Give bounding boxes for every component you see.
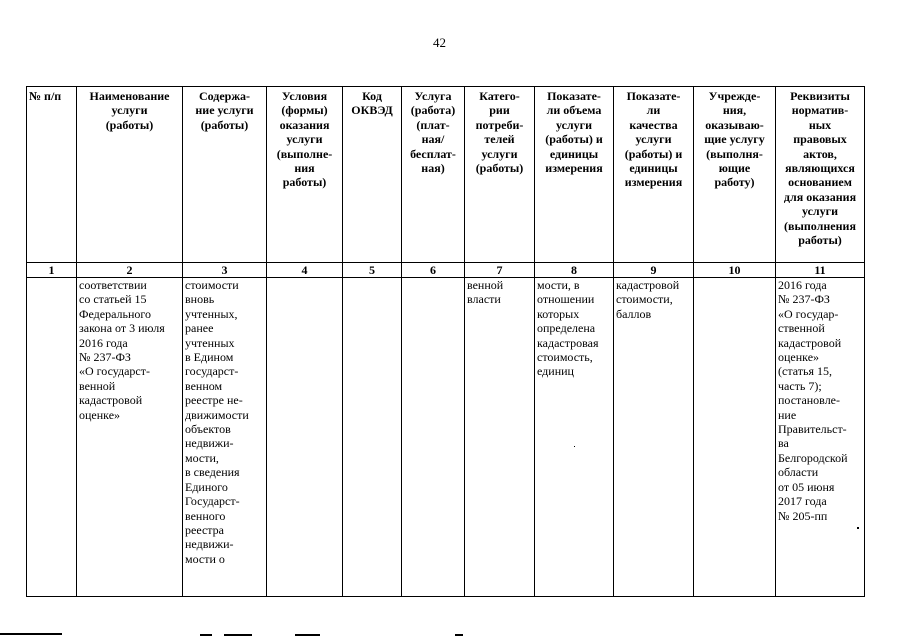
column-number: 5 (343, 263, 402, 278)
column-number-row (27, 263, 865, 278)
cell-number (27, 278, 77, 597)
scan-artifact-line (224, 634, 252, 636)
header-number: № п/п (27, 87, 77, 263)
cell-paid-free (402, 278, 465, 597)
column-number: 6 (402, 263, 465, 278)
scan-artifact-dot (574, 446, 575, 447)
scan-artifact-dot (857, 527, 859, 529)
column-number: 3 (183, 263, 267, 278)
table-row (27, 278, 865, 597)
cell-volume-indicators: мости, в отношении которых определена кадастровая стоимость, единиц (535, 278, 614, 597)
scan-artifact-line (455, 634, 463, 636)
scan-artifact-line (200, 634, 212, 636)
table-header-row (27, 87, 865, 263)
header-legal-acts: Реквизиты норматив- ных правовых актов, являющихся основанием для оказания услуги (выполнения работы) (776, 87, 865, 263)
header-okved-code: Код ОКВЭД (343, 87, 402, 263)
cell-quality-indicators: кадастровой стоимости, баллов (614, 278, 694, 597)
cell-institutions (694, 278, 776, 597)
column-number: 9 (614, 263, 694, 278)
header-consumer-categories: Катего- рии потреби- телей услуги (работы) (465, 87, 535, 263)
column-number: 10 (694, 263, 776, 278)
column-number: 7 (465, 263, 535, 278)
column-number: 1 (27, 263, 77, 278)
column-number: 2 (77, 263, 183, 278)
cell-consumer-categories: венной власти (465, 278, 535, 597)
column-number: 4 (267, 263, 343, 278)
header-volume-indicators: Показате- ли объема услуги (работы) и единицы измерения (535, 87, 614, 263)
header-quality-indicators: Показате- ли качества услуги (работы) и единицы измерения (614, 87, 694, 263)
cell-conditions (267, 278, 343, 597)
cell-service-name: соответствии со статьей 15 Федерального закона от 3 июля 2016 года № 237-ФЗ «О государст- венной кадастровой оценке» (77, 278, 183, 597)
cell-service-content: стоимости вновь учтенных, ранее учтенных в Едином государст- венном реестре не- движимости объектов недвижи- мости, в сведения Единого Государст- венного реестра недвижи- мости о (183, 278, 267, 597)
scan-artifact-line (0, 633, 62, 635)
column-number: 8 (535, 263, 614, 278)
services-registry-table (26, 86, 865, 597)
header-service-content: Содержа- ние услуги (работы) (183, 87, 267, 263)
page-number: 42 (433, 35, 446, 50)
header-service-name: Наименование услуги (работы) (77, 87, 183, 263)
scan-artifact-line (295, 634, 320, 636)
header-paid-free: Услуга (работа) (плат- ная/ бесплат- ная) (402, 87, 465, 263)
header-conditions: Условия (формы) оказания услуги (выполне- ния работы) (267, 87, 343, 263)
cell-okved-code (343, 278, 402, 597)
cell-legal-acts: 2016 года № 237-ФЗ «О государ- ственной кадастровой оценке» (статья 15, часть 7); постановле- ние Правительст- ва Белгородской области от 05 июня 2017 года № 205-пп (776, 278, 865, 597)
header-institutions: Учрежде- ния, оказываю- щие услугу (выполня- ющие работу) (694, 87, 776, 263)
column-number: 11 (776, 263, 865, 278)
